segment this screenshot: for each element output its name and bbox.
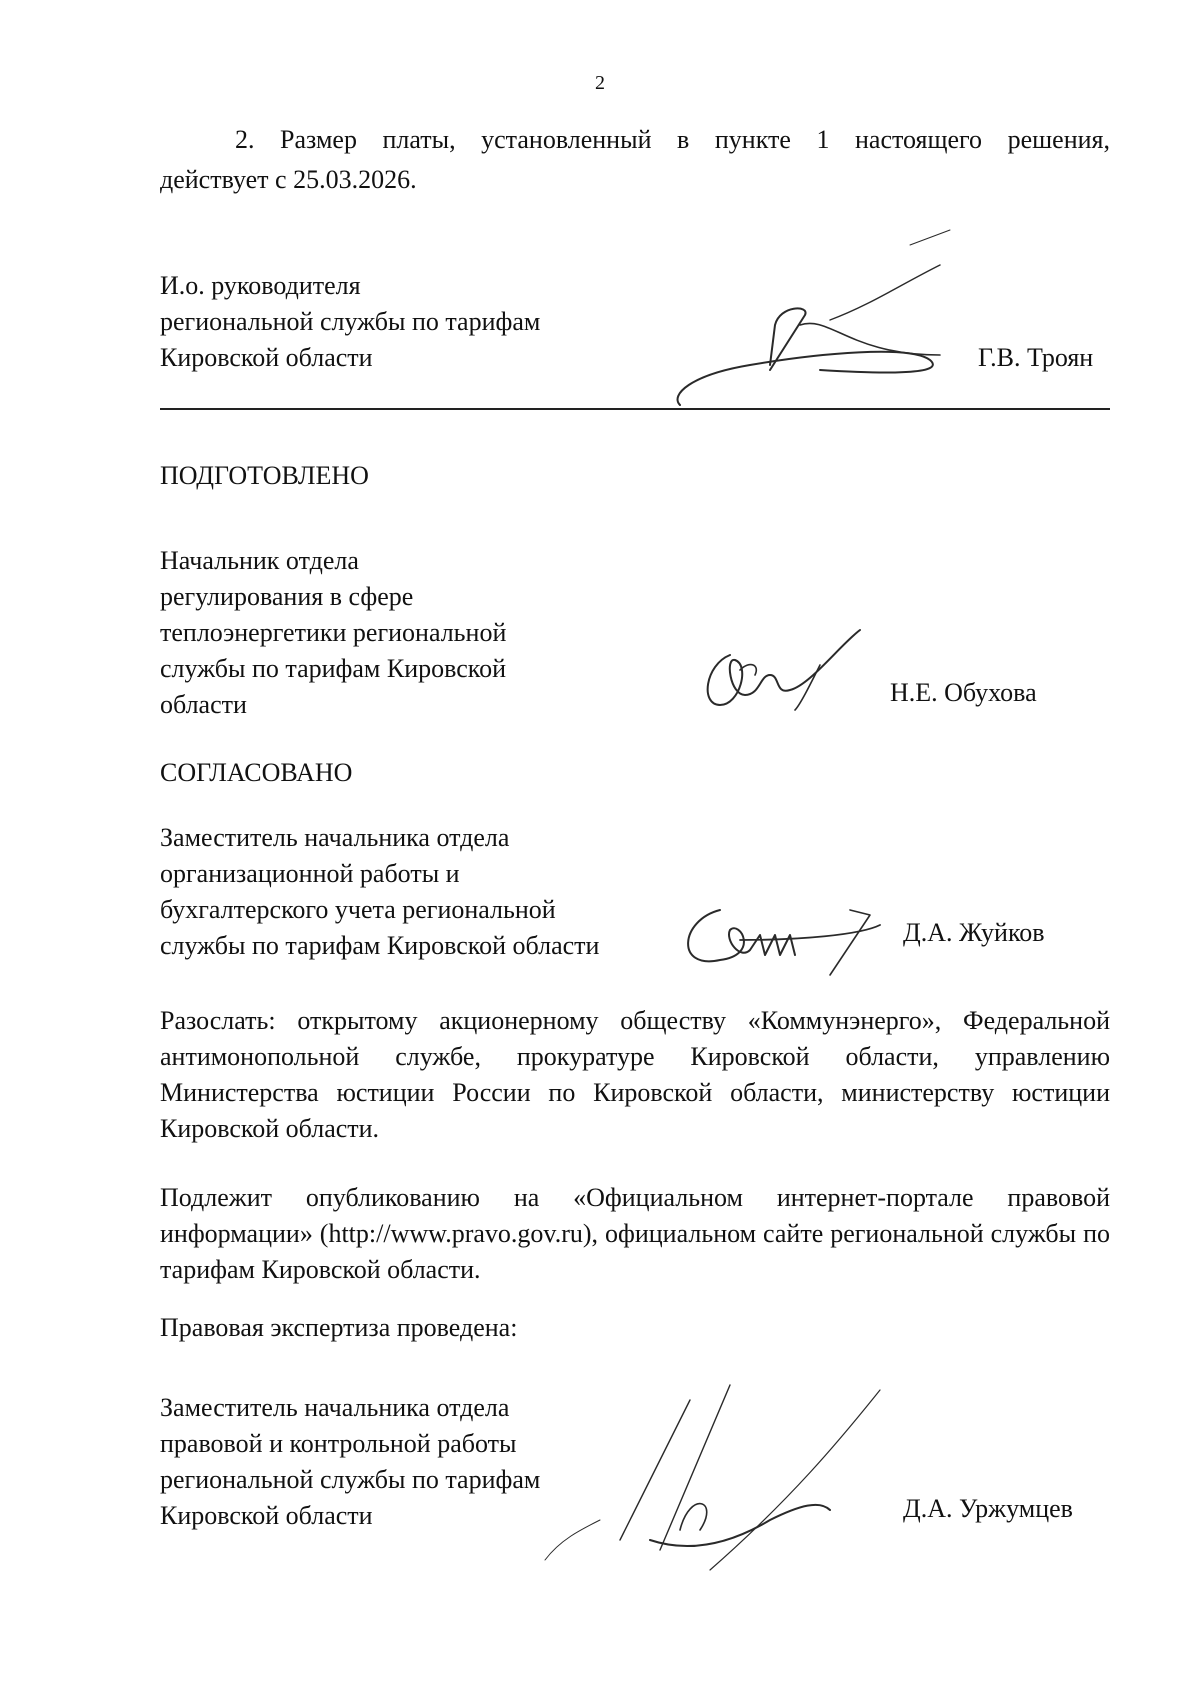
head-name: Г.В. Троян bbox=[978, 343, 1094, 372]
page-number: 2 bbox=[595, 72, 605, 94]
prepared-title-line: области bbox=[160, 690, 247, 719]
legal-review-signature bbox=[540, 1380, 900, 1580]
prepared-title-line: теплоэнергетики региональной bbox=[160, 618, 507, 647]
legal-review-title-line: Заместитель начальника отдела bbox=[160, 1393, 510, 1422]
prepared-signature bbox=[700, 625, 880, 715]
paragraph-2-line-2: действует с 25.03.2026. bbox=[160, 165, 417, 194]
paragraph-2-line-1: 2. Размер платы, установленный в пункте 1 настоящего решения, bbox=[235, 125, 1110, 154]
signature-divider bbox=[160, 408, 1110, 410]
paragraph-2 bbox=[160, 120, 1110, 200]
prepared-title bbox=[160, 543, 580, 723]
head-title bbox=[160, 268, 660, 376]
agreed-name: Д.А. Жуйков bbox=[903, 918, 1045, 947]
head-title-line: И.о. руководителя bbox=[160, 271, 361, 300]
legal-review-name: Д.А. Уржумцев bbox=[903, 1494, 1073, 1523]
distribution-text: Разослать: открытому акционерному обществу «Коммунэнерго», Федеральной антимонопольной службе, прокуратуре Кировской области, управлению Министерства юстиции России по Кировской области, министерству юстиции Кировской области. bbox=[160, 1006, 1110, 1143]
prepared-title-line: регулирования в сфере bbox=[160, 582, 414, 611]
head-title-line: Кировской области bbox=[160, 343, 373, 372]
agreed-title-line: бухгалтерского учета региональной bbox=[160, 895, 556, 924]
head-signature bbox=[660, 225, 960, 415]
legal-review-title-line: региональной службы по тарифам bbox=[160, 1465, 541, 1494]
prepared-title-line: Начальник отдела bbox=[160, 546, 359, 575]
legal-review-heading: Правовая экспертиза проведена: bbox=[160, 1313, 518, 1342]
prepared-heading: ПОДГОТОВЛЕНО bbox=[160, 461, 369, 490]
head-title-line: региональной службы по тарифам bbox=[160, 307, 541, 336]
prepared-name: Н.Е. Обухова bbox=[890, 678, 1037, 707]
agreed-title bbox=[160, 820, 660, 964]
agreed-heading: СОГЛАСОВАНО bbox=[160, 758, 353, 787]
agreed-signature bbox=[680, 900, 890, 980]
legal-review-title-line: правовой и контрольной работы bbox=[160, 1429, 517, 1458]
publication-text: Подлежит опубликованию на «Официальном интернет-портале правовой информации» (http://www.pravo.gov.ru), официальном сайте региональной службы по тарифам Кировской области. bbox=[160, 1183, 1110, 1284]
legal-review-title-line: Кировской области bbox=[160, 1501, 373, 1530]
agreed-title-line: Заместитель начальника отдела bbox=[160, 823, 510, 852]
agreed-title-line: службы по тарифам Кировской области bbox=[160, 931, 600, 960]
agreed-title-line: организационной работы и bbox=[160, 859, 460, 888]
prepared-title-line: службы по тарифам Кировской bbox=[160, 654, 507, 683]
